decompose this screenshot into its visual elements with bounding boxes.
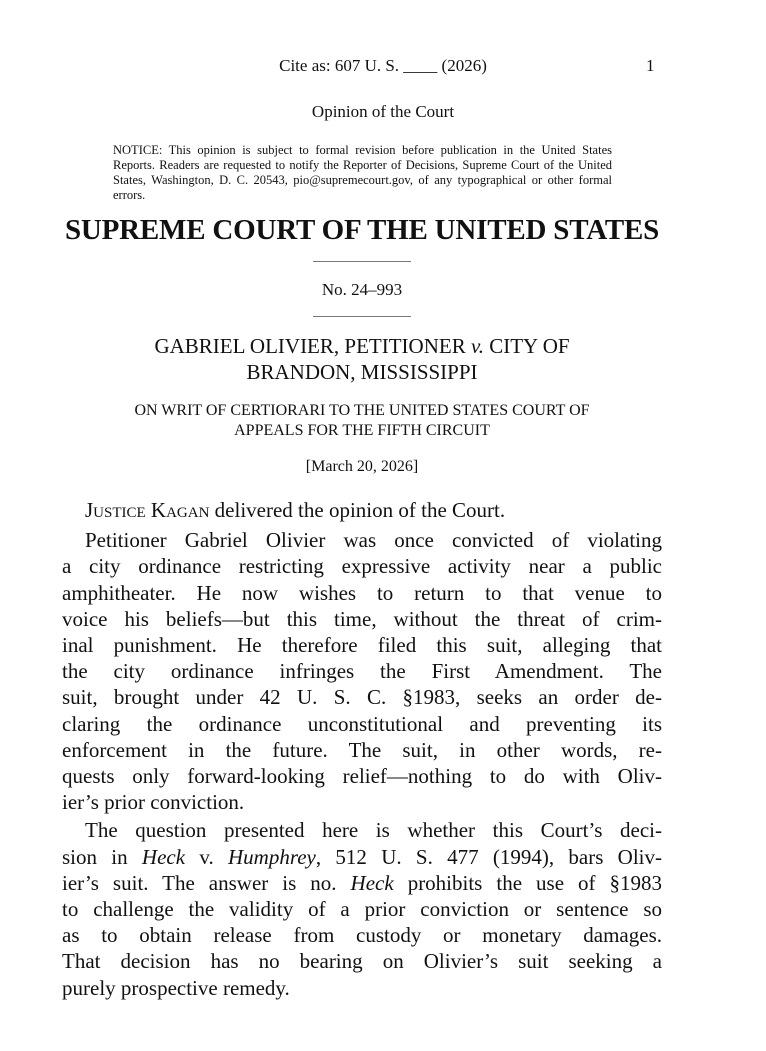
opinion-body	[62, 497, 662, 1003]
writ-line-1: ON WRIT OF CERTIORARI TO THE UNITED STATES COURT OF	[134, 402, 590, 419]
decision-date: [March 20, 2026]	[305, 458, 419, 475]
publication-notice: NOTICE: This opinion is subject to formal revision before publication in the United States Reports. Readers are requested to notify the Reporter of Decisions, Supreme Court of the United States, Washington, D. C. 20543, pio@supremecourt.gov, of any typographical or other formal errors.	[113, 143, 612, 202]
caption-versus: v.	[470, 334, 484, 358]
paragraph-2-line: as to obtain release from custody or monetary damages.	[62, 923, 662, 948]
paragraph-2	[62, 817, 662, 1000]
caption-petitioner: GABRIEL OLIVIER, PETITIONER	[154, 334, 471, 358]
caption-line-2: BRANDON, MISSISSIPPI	[246, 360, 478, 384]
paragraph-1-line: suit, brought under 42 U. S. C. §1983, seeks an order de-	[62, 685, 662, 710]
justice-name: Justice Kagan	[85, 498, 210, 522]
paragraph-2-line	[62, 844, 662, 870]
divider-rule	[313, 316, 411, 317]
paragraph-1-line: enforcement in the future. The suit, in other words, re-	[62, 737, 662, 762]
case-name-heck: Heck	[350, 870, 394, 895]
text-run: v.	[185, 844, 228, 869]
paragraph-1-line: the city ordinance infringes the First Amendment. The	[62, 659, 662, 684]
paragraph-1-line: a city ordinance restricting expressive activity near a public	[62, 554, 662, 579]
paragraph-1	[62, 527, 662, 815]
text-run: ier’s suit. The answer is no.	[62, 870, 351, 895]
caption-line-1	[100, 333, 624, 359]
case-caption	[100, 333, 624, 385]
paragraph-2-line: purely prospective remedy.	[62, 975, 290, 1000]
delivered-text: delivered the opinion of the Court.	[209, 498, 506, 522]
divider-rule	[313, 261, 411, 262]
paragraph-1-line: inal punishment. He therefore filed this suit, alleging that	[62, 633, 662, 658]
paragraph-1-line: quests only forward-looking relief—nothing to do with Oliv-	[62, 764, 662, 789]
paragraph-2-line: That decision has no bearing on Olivier’s suit seeking a	[62, 949, 662, 974]
paragraph-2-line: to challenge the validity of a prior conviction or sentence so	[62, 897, 662, 922]
case-name-humphrey: Humphrey	[228, 844, 316, 869]
writ-of-certiorari	[60, 401, 664, 441]
opinion-label: Opinion of the Court	[311, 102, 455, 121]
text-run: sion in	[62, 844, 142, 869]
text-run: prohibits the use of §1983	[393, 870, 663, 895]
caption-respondent-start: CITY OF	[483, 334, 570, 358]
paragraph-2-line	[62, 870, 662, 896]
paragraph-2-line: The question presented here is whether this Court’s deci-	[85, 818, 662, 843]
paragraph-1-line: ier’s prior conviction.	[62, 790, 245, 815]
page-number: 1	[646, 56, 655, 75]
paragraph-1-line: Petitioner Gabriel Olivier was once convicted of violating	[85, 528, 662, 553]
docket-number: No. 24–993	[321, 280, 403, 299]
case-name-heck: Heck	[141, 844, 186, 869]
paragraph-1-line: voice his beliefs—but this time, without the threat of crim-	[62, 606, 662, 631]
paragraph-1-line: claring the ordinance unconstitutional and preventing its	[62, 711, 662, 736]
citation-header: Cite as: 607 U. S. ____ (2026)	[279, 56, 487, 75]
text-run: , 512 U. S. 477 (1994), bars Oliv-	[315, 844, 662, 869]
delivered-by-line	[62, 497, 662, 523]
paragraph-1-line: amphitheater. He now wishes to return to that venue to	[62, 580, 662, 605]
court-name: SUPREME COURT OF THE UNITED STATES	[64, 214, 660, 246]
writ-line-2: APPEALS FOR THE FIFTH CIRCUIT	[234, 422, 490, 439]
